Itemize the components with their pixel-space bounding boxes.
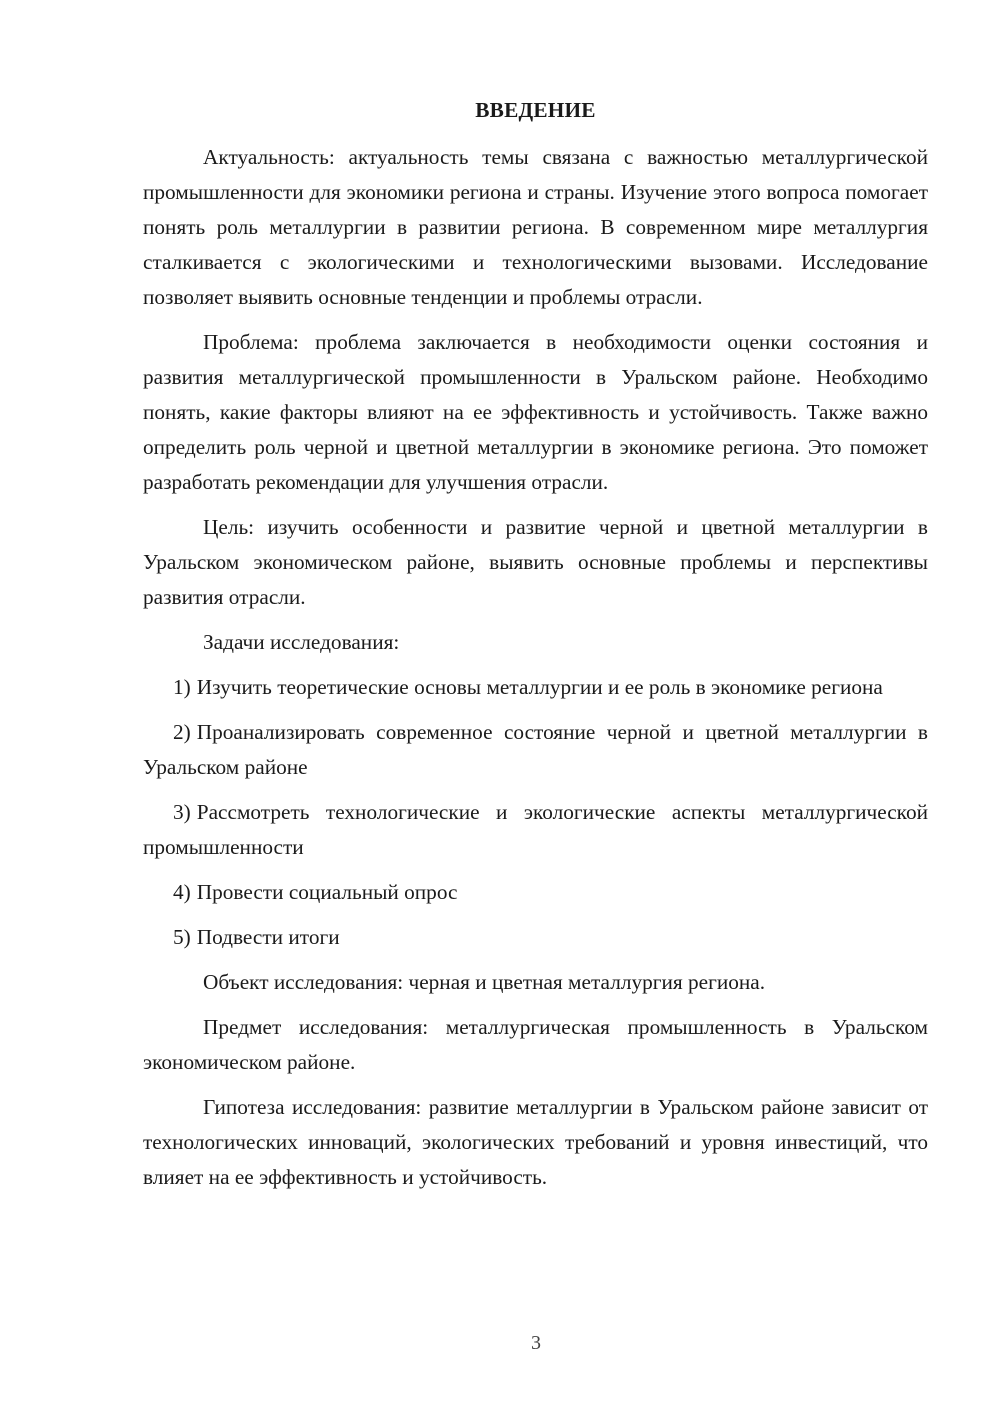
page-number: 3 <box>531 1332 541 1354</box>
section-title: ВВЕДЕНИЕ <box>475 98 596 122</box>
paragraph-subject: Предмет исследования: металлургическая промышленность в Уральском экономическом районе. <box>143 1015 928 1074</box>
task-number: 3) <box>173 800 191 824</box>
task-number: 2) <box>173 720 191 744</box>
task-number: 5) <box>173 925 191 949</box>
paragraph-object: Объект исследования: черная и цветная металлургия региона. <box>203 970 766 994</box>
task-item <box>143 795 928 865</box>
paragraph-goal: Цель: изучить особенности и развитие черной и цветной металлургии в Уральском экономическом районе, выявить основные проблемы и перспективы развития отрасли. <box>143 515 928 609</box>
document-page <box>143 93 928 1205</box>
task-item <box>143 715 928 785</box>
task-number: 1) <box>173 675 191 699</box>
task-text: Проанализировать современное состояние черной и цветной металлургии в Уральском районе <box>143 720 928 779</box>
paragraph-relevance: Актуальность: актуальность темы связана с важностью металлургической промышленности для экономики региона и страны. Изучение этого вопроса помогает понять роль металлургии в развитии региона. В современном мире металлургия сталкивается с экологическими и технологическими вызовами. Исследование позволяет выявить основные тенденции и проблемы отрасли. <box>143 145 928 309</box>
task-item <box>143 875 928 910</box>
paragraph-problem: Проблема: проблема заключается в необходимости оценки состояния и развития металлургической промышленности в Уральском районе. Необходимо понять, какие факторы влияют на ее эффективность и устойчивость. Также важно определить роль черной и цветной металлургии в экономике региона. Это поможет разработать рекомендации для улучшения отрасли. <box>143 330 928 494</box>
task-item <box>143 920 928 955</box>
task-number: 4) <box>173 880 191 904</box>
task-item <box>143 670 928 705</box>
task-text: Провести социальный опрос <box>196 880 458 904</box>
tasks-heading: Задачи исследования: <box>203 630 400 654</box>
task-text: Изучить теоретические основы металлургии и ее роль в экономике региона <box>196 675 883 699</box>
task-text: Рассмотреть технологические и экологические аспекты металлургической промышленности <box>143 800 928 859</box>
paragraph-hypothesis: Гипотеза исследования: развитие металлургии в Уральском районе зависит от технологических инноваций, экологических требований и уровня инвестиций, что влияет на ее эффективность и устойчивость. <box>143 1095 928 1189</box>
task-text: Подвести итоги <box>196 925 340 949</box>
